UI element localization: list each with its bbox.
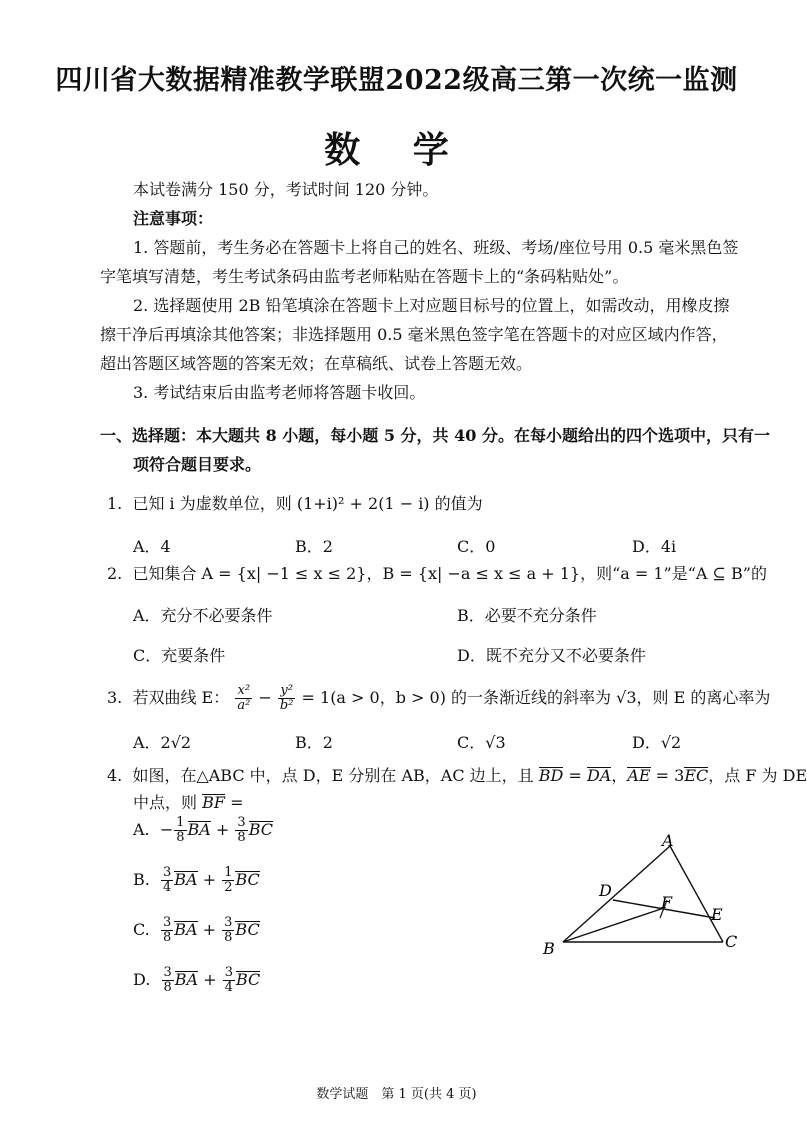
q1-option-c[interactable]: C．0 (457, 537, 496, 556)
q4-option-b[interactable]: B. $\frac{3}{4}$ BA + $\frac{1}{2}$ BC (133, 865, 260, 895)
q4-option-d[interactable]: D. $\frac{3}{8}$ BA + $\frac{3}{4}$ BC (133, 965, 261, 995)
notice-item-2-line-2: 擦干净后再填涂其他答案；非选择题用 0.5 毫米黑色签字笔在答题卡的对应区域内作答， (100, 325, 728, 344)
segment-ac (670, 846, 723, 942)
notice-item-1-line-1: 1. 答题前，考生务必在答题卡上将自己的姓名、班级、考场/座位号用 0.5 毫米黑色签 (133, 238, 739, 257)
notice-item-2-line-3: 超出答题区域答题的答案无效；在草稿纸、试卷上答题无效。 (100, 354, 533, 373)
question-2 (107, 564, 767, 584)
q1-option-b[interactable]: B．2 (295, 537, 333, 556)
q3-option-d[interactable]: D．√2 (632, 733, 682, 752)
question-number: 3. (107, 688, 123, 707)
label-a: A (662, 831, 674, 850)
q2-option-a[interactable]: A．充分不必要条件 (133, 606, 273, 625)
question-text: 已知集合 A = {x| −1 ≤ x ≤ 2}，B = {x| −a ≤ x ≤ a + 1}，则“a = 1”是“A ⊆ B”的 (132, 564, 767, 583)
notice-item-1-line-2: 字笔填写清楚，考生考试条码由监考老师粘贴在答题卡上的“条码粘贴处”。 (100, 267, 629, 286)
segment-bf (563, 908, 664, 942)
notice-item-3: 3. 考试结束后由监考老师将答题卡收回。 (133, 383, 426, 402)
section-heading-line-1: 一、选择题：本大题共 8 小题，每小题 5 分，共 40 分。在每小题给出的四个选项中，只有一 (100, 426, 770, 445)
vector-ec: EC (684, 766, 709, 785)
vector-ae: AE (627, 766, 651, 785)
segment-ba (563, 846, 670, 942)
notice-heading: 注意事项： (133, 209, 214, 228)
label-b: B (543, 939, 555, 958)
label-c: C (725, 932, 738, 951)
intro-text: 本试卷满分 150 分，考试时间 120 分钟。 (133, 180, 439, 199)
question-number: 1. (107, 494, 123, 513)
label-e: E (711, 905, 723, 924)
fraction-x-over-a: $\frac{\text{x²}}{\text{a²}}$ (237, 683, 251, 713)
vector-bf: BF (202, 793, 225, 812)
exam-title: 四川省大数据精准教学联盟2022级高三第一次统一监测 (55, 65, 738, 96)
fraction-y-over-b: $\frac{\text{y²}}{\text{b²}}$ (279, 683, 294, 713)
notice-item-2-line-1: 2. 选择题使用 2B 铅笔填涂在答题卡上对应题目标号的位置上，如需改动，用橡皮擦 (133, 296, 730, 315)
triangle-figure (535, 830, 745, 960)
q3-option-b[interactable]: B．2 (295, 733, 333, 752)
question-number: 2. (107, 564, 123, 583)
label-f: F (661, 893, 673, 912)
question-text: = 1(a > 0，b > 0) 的一条渐近线的斜率为 √3，则 E 的离心率为 (301, 688, 771, 707)
question-4-line-2: 中点，则 BF = (133, 793, 244, 812)
q1-option-d[interactable]: D．4i (632, 537, 677, 556)
q2-option-b[interactable]: B．必要不充分条件 (457, 606, 597, 625)
label-d: D (599, 881, 612, 900)
question-number: 4. (107, 766, 123, 785)
q2-option-c[interactable]: C．充要条件 (133, 646, 226, 665)
q4-option-a[interactable]: A. − $\frac{1}{8}$ BA + $\frac{3}{8}$ BC (133, 815, 273, 845)
question-3: 3. 若双曲线 E： $\frac{\text{x²}}{\text{a²}}$ − $\frac{\text{y²}}{\text{b²}}$ = 1(a > 0，b > 0) 的一条渐近线的斜率为 √3，则 E 的离心率为 (107, 683, 771, 713)
question-text: 若双曲线 E： (132, 688, 230, 707)
question-4-line-1: 4. 如图，在△ABC 中，点 D，E 分别在 AB，AC 边上，且 BD = DA，AE = 3EC，点 F 为 DE (107, 766, 807, 785)
vector-da: DA (586, 766, 612, 785)
question-text: 已知 i 为虚数单位，则 (132, 494, 292, 513)
vector-bd: BD (538, 766, 564, 785)
section-heading-line-2: 项符合题目要求。 (133, 455, 262, 474)
question-1 (107, 494, 483, 514)
q2-option-d[interactable]: D．既不充分又不必要条件 (457, 646, 646, 665)
question-text: 的值为 (434, 494, 483, 513)
q4-option-c[interactable]: C. $\frac{3}{8}$ BA + $\frac{3}{8}$ BC (133, 915, 260, 945)
q1-option-a[interactable]: A．4 (133, 537, 171, 556)
page-footer: 数学试题 第 1 页(共 4 页) (316, 1087, 477, 1102)
q3-option-c[interactable]: C．√3 (457, 733, 506, 752)
math-expression: (1+i)² + 2(1 − i) (296, 494, 430, 513)
subject-title: 数 学 (324, 129, 469, 171)
q3-option-a[interactable]: A．2√2 (133, 733, 192, 752)
